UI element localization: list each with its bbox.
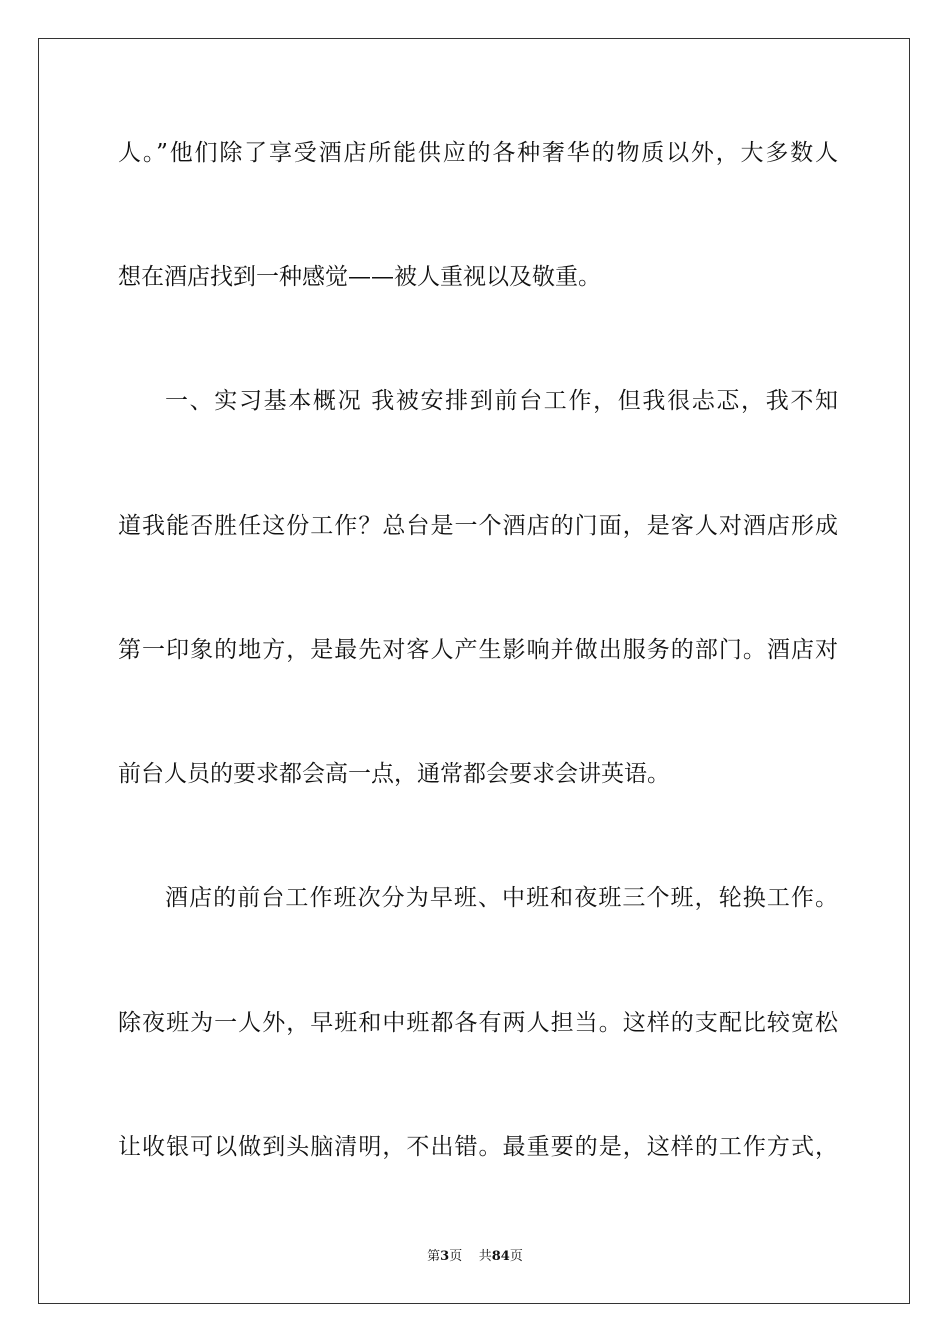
footer-total-pages: 84: [491, 1249, 510, 1264]
footer-page-suffix: 页: [449, 1249, 463, 1264]
footer-total-suffix: 页: [509, 1249, 523, 1264]
page-footer: [0, 1245, 950, 1264]
text-line-1: 人。”他们除了享受酒店所能供应的各种奢华的物质以外，大多数人: [118, 140, 838, 166]
footer-total-prefix: 共: [478, 1249, 492, 1264]
page-border: [38, 38, 910, 1304]
text-line-5: 第一印象的地方，是最先对客人产生影响并做出服务的部门。酒店对: [118, 637, 838, 663]
footer-page-number: 3: [440, 1249, 450, 1264]
text-line-8: 除夜班为一人外，早班和中班都各有两人担当。这样的支配比较宽松: [118, 1010, 838, 1036]
footer-page-prefix: 第: [427, 1249, 441, 1264]
text-line-9: 让收银可以做到头脑清明，不出错。最重要的是，这样的工作方式，: [118, 1134, 838, 1160]
text-line-4: 道我能否胜任这份工作？总台是一个酒店的门面，是客人对酒店形成: [118, 513, 838, 539]
text-line-7: 酒店的前台工作班次分为早班、中班和夜班三个班，轮换工作。: [165, 885, 838, 911]
text-line-2: 想在酒店找到一种感觉——被人重视以及敬重。: [118, 264, 601, 290]
text-line-3: 一、实习基本概况 我被安排到前台工作，但我很忐忑，我不知: [165, 388, 838, 414]
text-line-6: 前台人员的要求都会高一点，通常都会要求会讲英语。: [118, 761, 670, 787]
